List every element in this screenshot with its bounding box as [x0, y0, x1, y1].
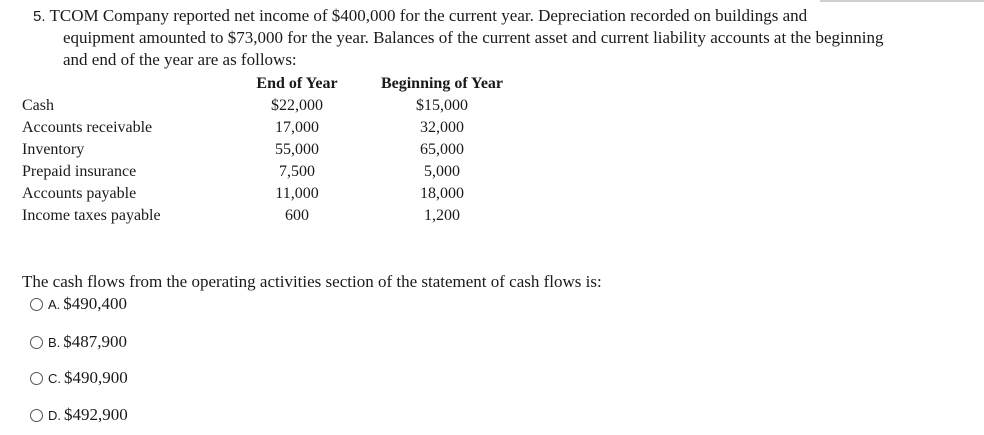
header-beginning-of-year: Beginning of Year: [380, 75, 504, 92]
option-c[interactable]: [30, 367, 128, 389]
option-value: $487,900: [63, 332, 128, 351]
radio-button-icon[interactable]: [30, 336, 43, 349]
beginning-value: 65,000: [420, 141, 464, 158]
table-row: [22, 161, 512, 183]
beginning-value: 32,000: [420, 119, 464, 136]
table-row: [22, 95, 512, 117]
end-value: $22,000: [271, 97, 323, 114]
radio-button-icon[interactable]: [30, 372, 43, 385]
header-label: [22, 73, 222, 95]
account-name: Accounts receivable: [22, 119, 153, 136]
option-letter: A.: [48, 296, 61, 312]
question-number: 5.: [33, 8, 46, 25]
option-value: $490,400: [63, 294, 128, 313]
beginning-value: 1,200: [424, 207, 460, 224]
radio-button-icon[interactable]: [30, 298, 43, 311]
question-line-2: equipment amounted to $73,000 for the year. Balances of the current asset and current liability accounts at the beginning: [63, 28, 884, 47]
end-value: 600: [285, 207, 309, 224]
beginning-value: $15,000: [416, 97, 468, 114]
table-row: [22, 205, 512, 227]
table-header-row: [22, 73, 512, 95]
account-name: Inventory: [22, 141, 85, 158]
radio-button-icon[interactable]: [30, 409, 43, 422]
account-name: Income taxes payable: [22, 207, 161, 224]
end-value: 7,500: [279, 163, 315, 180]
option-value: $492,900: [64, 405, 128, 424]
question-prompt: The cash flows from the operating activities section of the statement of cash flows is:: [22, 272, 602, 291]
header-end-of-year: End of Year: [256, 75, 338, 92]
option-letter: D.: [48, 407, 61, 423]
table-row: [22, 117, 512, 139]
balances-table: [22, 73, 512, 227]
end-value: 55,000: [275, 141, 319, 158]
question-line-1: [33, 6, 807, 27]
option-letter: C.: [48, 370, 61, 386]
option-d[interactable]: [30, 404, 128, 426]
end-value: 17,000: [275, 119, 319, 136]
option-a[interactable]: [30, 293, 127, 315]
option-value: $490,900: [64, 368, 128, 387]
account-name: Accounts payable: [22, 185, 137, 202]
end-value: 11,000: [275, 185, 319, 202]
beginning-value: 5,000: [424, 163, 460, 180]
beginning-value: 18,000: [420, 185, 464, 202]
table-row: [22, 183, 512, 205]
top-divider: [820, 0, 984, 2]
table-row: [22, 139, 512, 161]
option-b[interactable]: [30, 331, 127, 353]
question-line-1-text: TCOM Company reported net income of $400,000 for the current year. Depreciation recorded on buildings and: [49, 6, 808, 25]
question-line-3: and end of the year are as follows:: [63, 50, 297, 69]
account-name: Prepaid insurance: [22, 163, 137, 180]
account-name: Cash: [22, 97, 54, 114]
option-letter: B.: [48, 334, 61, 350]
